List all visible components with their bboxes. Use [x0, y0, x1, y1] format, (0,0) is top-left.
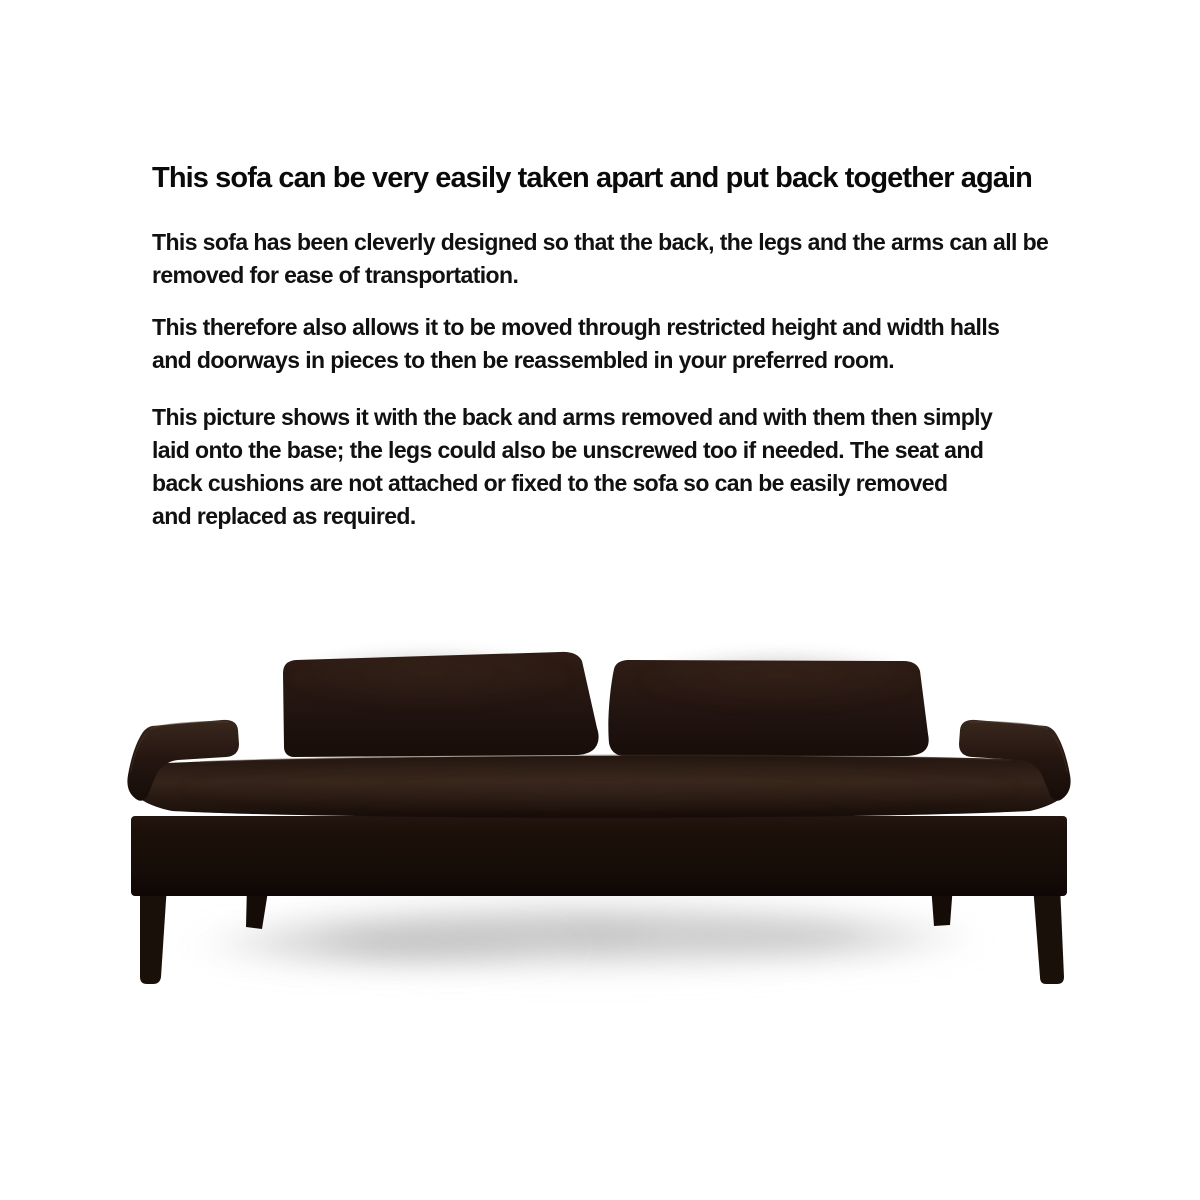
text-line: This picture shows it with the back and arms removed and with them then simply	[152, 404, 993, 430]
text-line: back cushions are not attached or fixed to the sofa so can be easily removed	[152, 470, 948, 496]
text-line: This sofa has been cleverly designed so that the back, the legs and the arms can all be	[152, 229, 1049, 255]
text-line: and replaced as required.	[152, 503, 416, 529]
front-right-leg	[1033, 885, 1064, 984]
seat	[132, 755, 1069, 817]
back-cushions	[283, 650, 929, 757]
text-line: and doorways in pieces to then be reassembled in your preferred room.	[152, 347, 895, 373]
text-line: This therefore also allows it to be moved through restricted height and width halls	[152, 314, 1000, 340]
front-left-leg	[140, 885, 167, 984]
floor-shadow	[160, 893, 1010, 977]
page-title: This sofa can be very easily taken apart and put back together again	[152, 162, 1032, 194]
sofa-base	[131, 816, 1067, 896]
text-line: removed for ease of transportation.	[152, 262, 519, 288]
text-line: laid onto the base; the legs could also be unscrewed too if needed. The seat and	[152, 437, 984, 463]
